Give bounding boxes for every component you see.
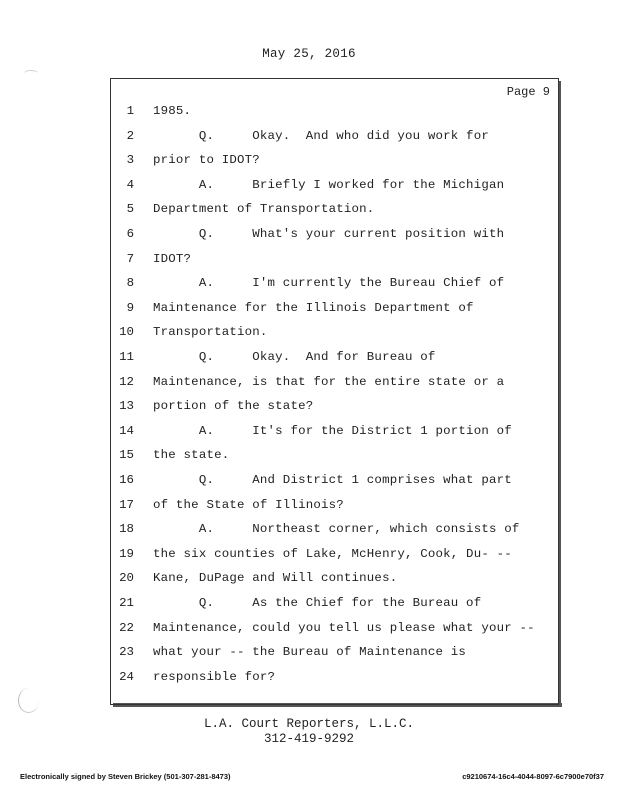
transcript-line-text: prior to IDOT? [153,153,260,168]
line-number: 20 [119,571,134,586]
transcript-line-text: Q. As the Chief for the Bureau of [153,596,482,610]
line-number: 14 [119,423,134,438]
line-number: 12 [119,374,134,389]
line-number: 6 [126,227,134,241]
footer-company: L.A. Court Reporters, L.L.C. [203,717,415,731]
transcript-line-text: Department of Transportation. [153,202,375,217]
line-number: 11 [119,350,134,364]
transcript-line-text: Q. What's your current position with [153,227,505,241]
line-number: 17 [119,497,134,512]
line-number: 10 [119,325,134,340]
transcript-line-text: A. It's for the District 1 portion of [153,423,512,438]
line-number: 7 [126,251,134,266]
line-number: 22 [119,620,134,635]
line-number: 4 [126,177,134,192]
line-number: 21 [119,596,134,610]
transcript-line-text: the state. [153,448,230,463]
transcript-line-text: A. Northeast corner, which consists of [153,522,520,537]
transcript-line-text: the six counties of Lake, McHenry, Cook, Du- -- [153,546,512,561]
line-number: 2 [126,128,134,143]
page-number: Page 9 [506,85,550,99]
line-number: 19 [119,546,134,561]
transcript-line-text: of the State of Illinois? [153,497,344,512]
document-hash: c9210674-16c4-4044-8097-6c7900e70f37 [462,772,604,781]
line-number: 23 [119,645,134,660]
transcript-line-text: Transportation. [153,325,268,340]
transcript-line-text: Q. Okay. And who did you work for [153,128,489,143]
transcript-line-text: Maintenance for the Illinois Department of [153,300,474,315]
line-number: 8 [126,276,134,291]
transcript-line-text: IDOT? [153,251,192,266]
transcript-line-text: Kane, DuPage and Will continues. [153,571,398,586]
line-number: 1 [126,104,134,118]
transcript-line-text: Maintenance, is that for the entire state or a [153,374,505,389]
transcript-line-text: responsible for? [153,669,276,684]
footer-phone: 312-419-9292 [263,732,354,746]
transcript-line-text: what your -- the Bureau of Maintenance is [153,645,467,660]
line-number: 9 [126,300,134,315]
transcript-line-text: A. I'm currently the Bureau Chief of [153,276,505,291]
scan-mark [24,70,38,77]
transcript-page-frame [110,78,559,705]
line-number: 3 [126,153,134,168]
punch-hole [18,688,39,713]
transcript-line-text: 1985. [153,104,192,118]
line-number: 13 [119,399,134,414]
transcript-line-text: portion of the state? [153,399,314,414]
line-number: 16 [119,473,134,487]
transcript-line-text: Q. And District 1 comprises what part [153,473,512,487]
electronic-signature-note: Electronically signed by Steven Brickey (501-307-281-8473) [20,772,231,781]
line-number: 5 [126,202,134,217]
line-number: 24 [119,669,134,684]
transcript-line-text: A. Briefly I worked for the Michigan [153,177,505,192]
transcript-line-text: Q. Okay. And for Bureau of [153,350,436,364]
transcript-date: May 25, 2016 [262,47,356,61]
line-number: 18 [119,522,134,537]
line-number: 15 [119,448,134,463]
transcript-line-text: Maintenance, could you tell us please what your -- [153,620,535,635]
